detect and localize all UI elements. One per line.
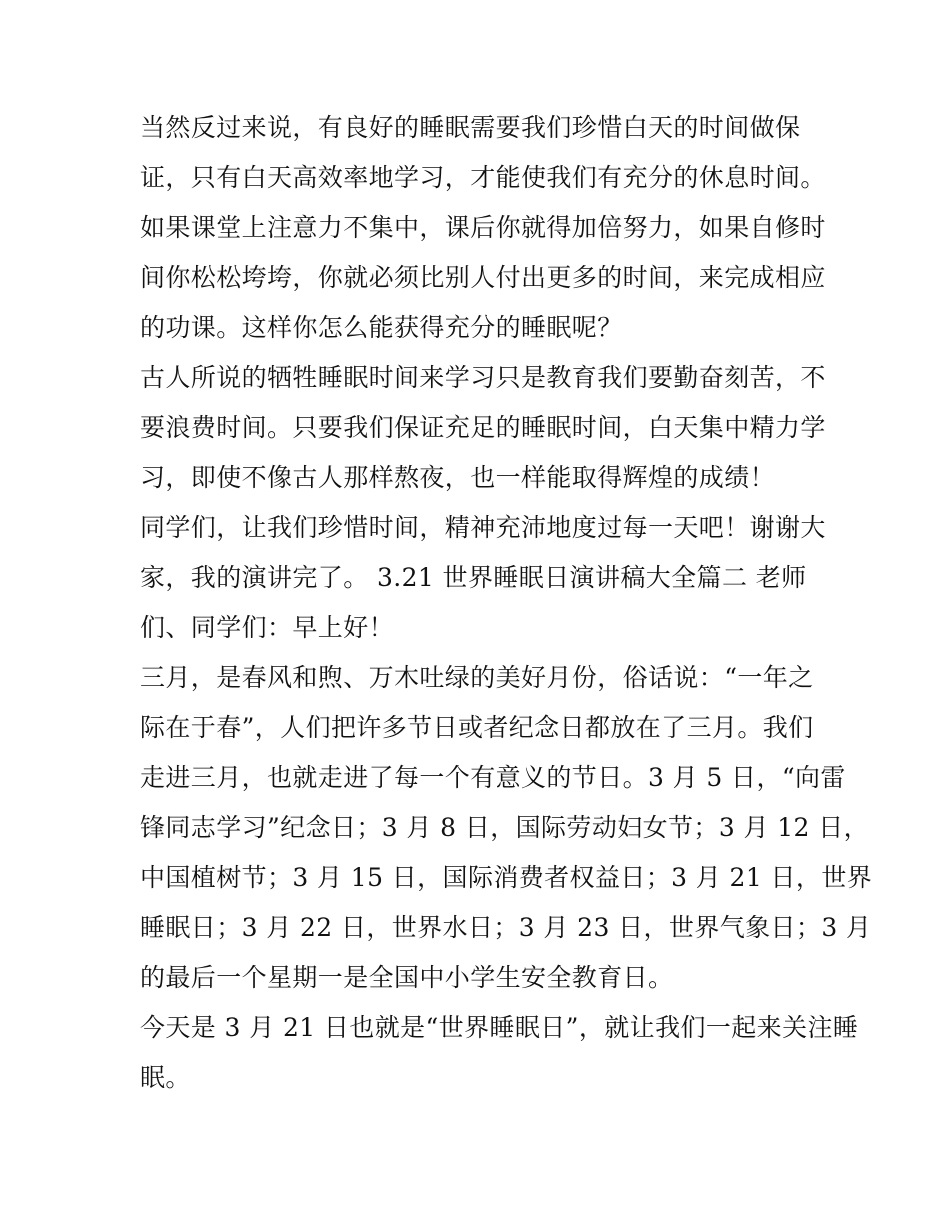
text-line-9: 同学们，让我们珍惜时间，精神充沛地度过每一天吧！谢谢大 <box>140 513 826 542</box>
text-line-8: 习，即使不像古人那样熬夜，也一样能取得辉煌的成绩！ <box>140 463 776 492</box>
text-line-1: 当然反过来说，有良好的睡眠需要我们珍惜白天的时间做保 <box>140 113 801 142</box>
text-line-19: 今天是 3 月 21 日也就是“世界睡眠日”，就让我们一起来关注睡 <box>140 1013 859 1042</box>
text-line-2: 证，只有白天高效率地学习，才能使我们有充分的休息时间。 <box>140 163 826 192</box>
text-line-11: 们、同学们：早上好！ <box>140 613 395 642</box>
text-line-20: 眠。 <box>140 1063 191 1092</box>
text-line-13: 际在于春”，人们把许多节日或者纪念日都放在了三月。我们 <box>140 713 814 742</box>
text-line-15: 锋同志学习”纪念日；3 月 8 日，国际劳动妇女节；3 月 12 日， <box>140 813 869 842</box>
text-line-6: 古人所说的牺牲睡眠时间来学习只是教育我们要勤奋刻苦，不 <box>140 363 826 392</box>
text-line-16: 中国植树节；3 月 15 日，国际消费者权益日；3 月 21 日，世界 <box>140 863 873 892</box>
text-line-7: 要浪费时间。只要我们保证充足的睡眠时间，白天集中精力学 <box>140 413 826 442</box>
text-line-17: 睡眠日；3 月 22 日，世界水日；3 月 23 日，世界气象日；3 月 <box>140 913 872 942</box>
text-line-18: 的最后一个星期一是全国中小学生安全教育日。 <box>140 963 674 992</box>
text-line-3: 如果课堂上注意力不集中，课后你就得加倍努力，如果自修时 <box>140 213 826 242</box>
text-line-14: 走进三月，也就走进了每一个有意义的节日。3 月 5 日，“向雷 <box>140 763 846 792</box>
text-line-12: 三月，是春风和煦、万木吐绿的美好月份，俗话说：“一年之 <box>140 663 814 692</box>
text-line-5: 的功课。这样你怎么能获得充分的睡眠呢？ <box>140 313 623 342</box>
text-line-10: 家，我的演讲完了。 3.21 世界睡眠日演讲稿大全篇二 老师 <box>140 563 807 592</box>
text-line-4: 间你松松垮垮，你就必须比别人付出更多的时间，来完成相应 <box>140 263 826 292</box>
